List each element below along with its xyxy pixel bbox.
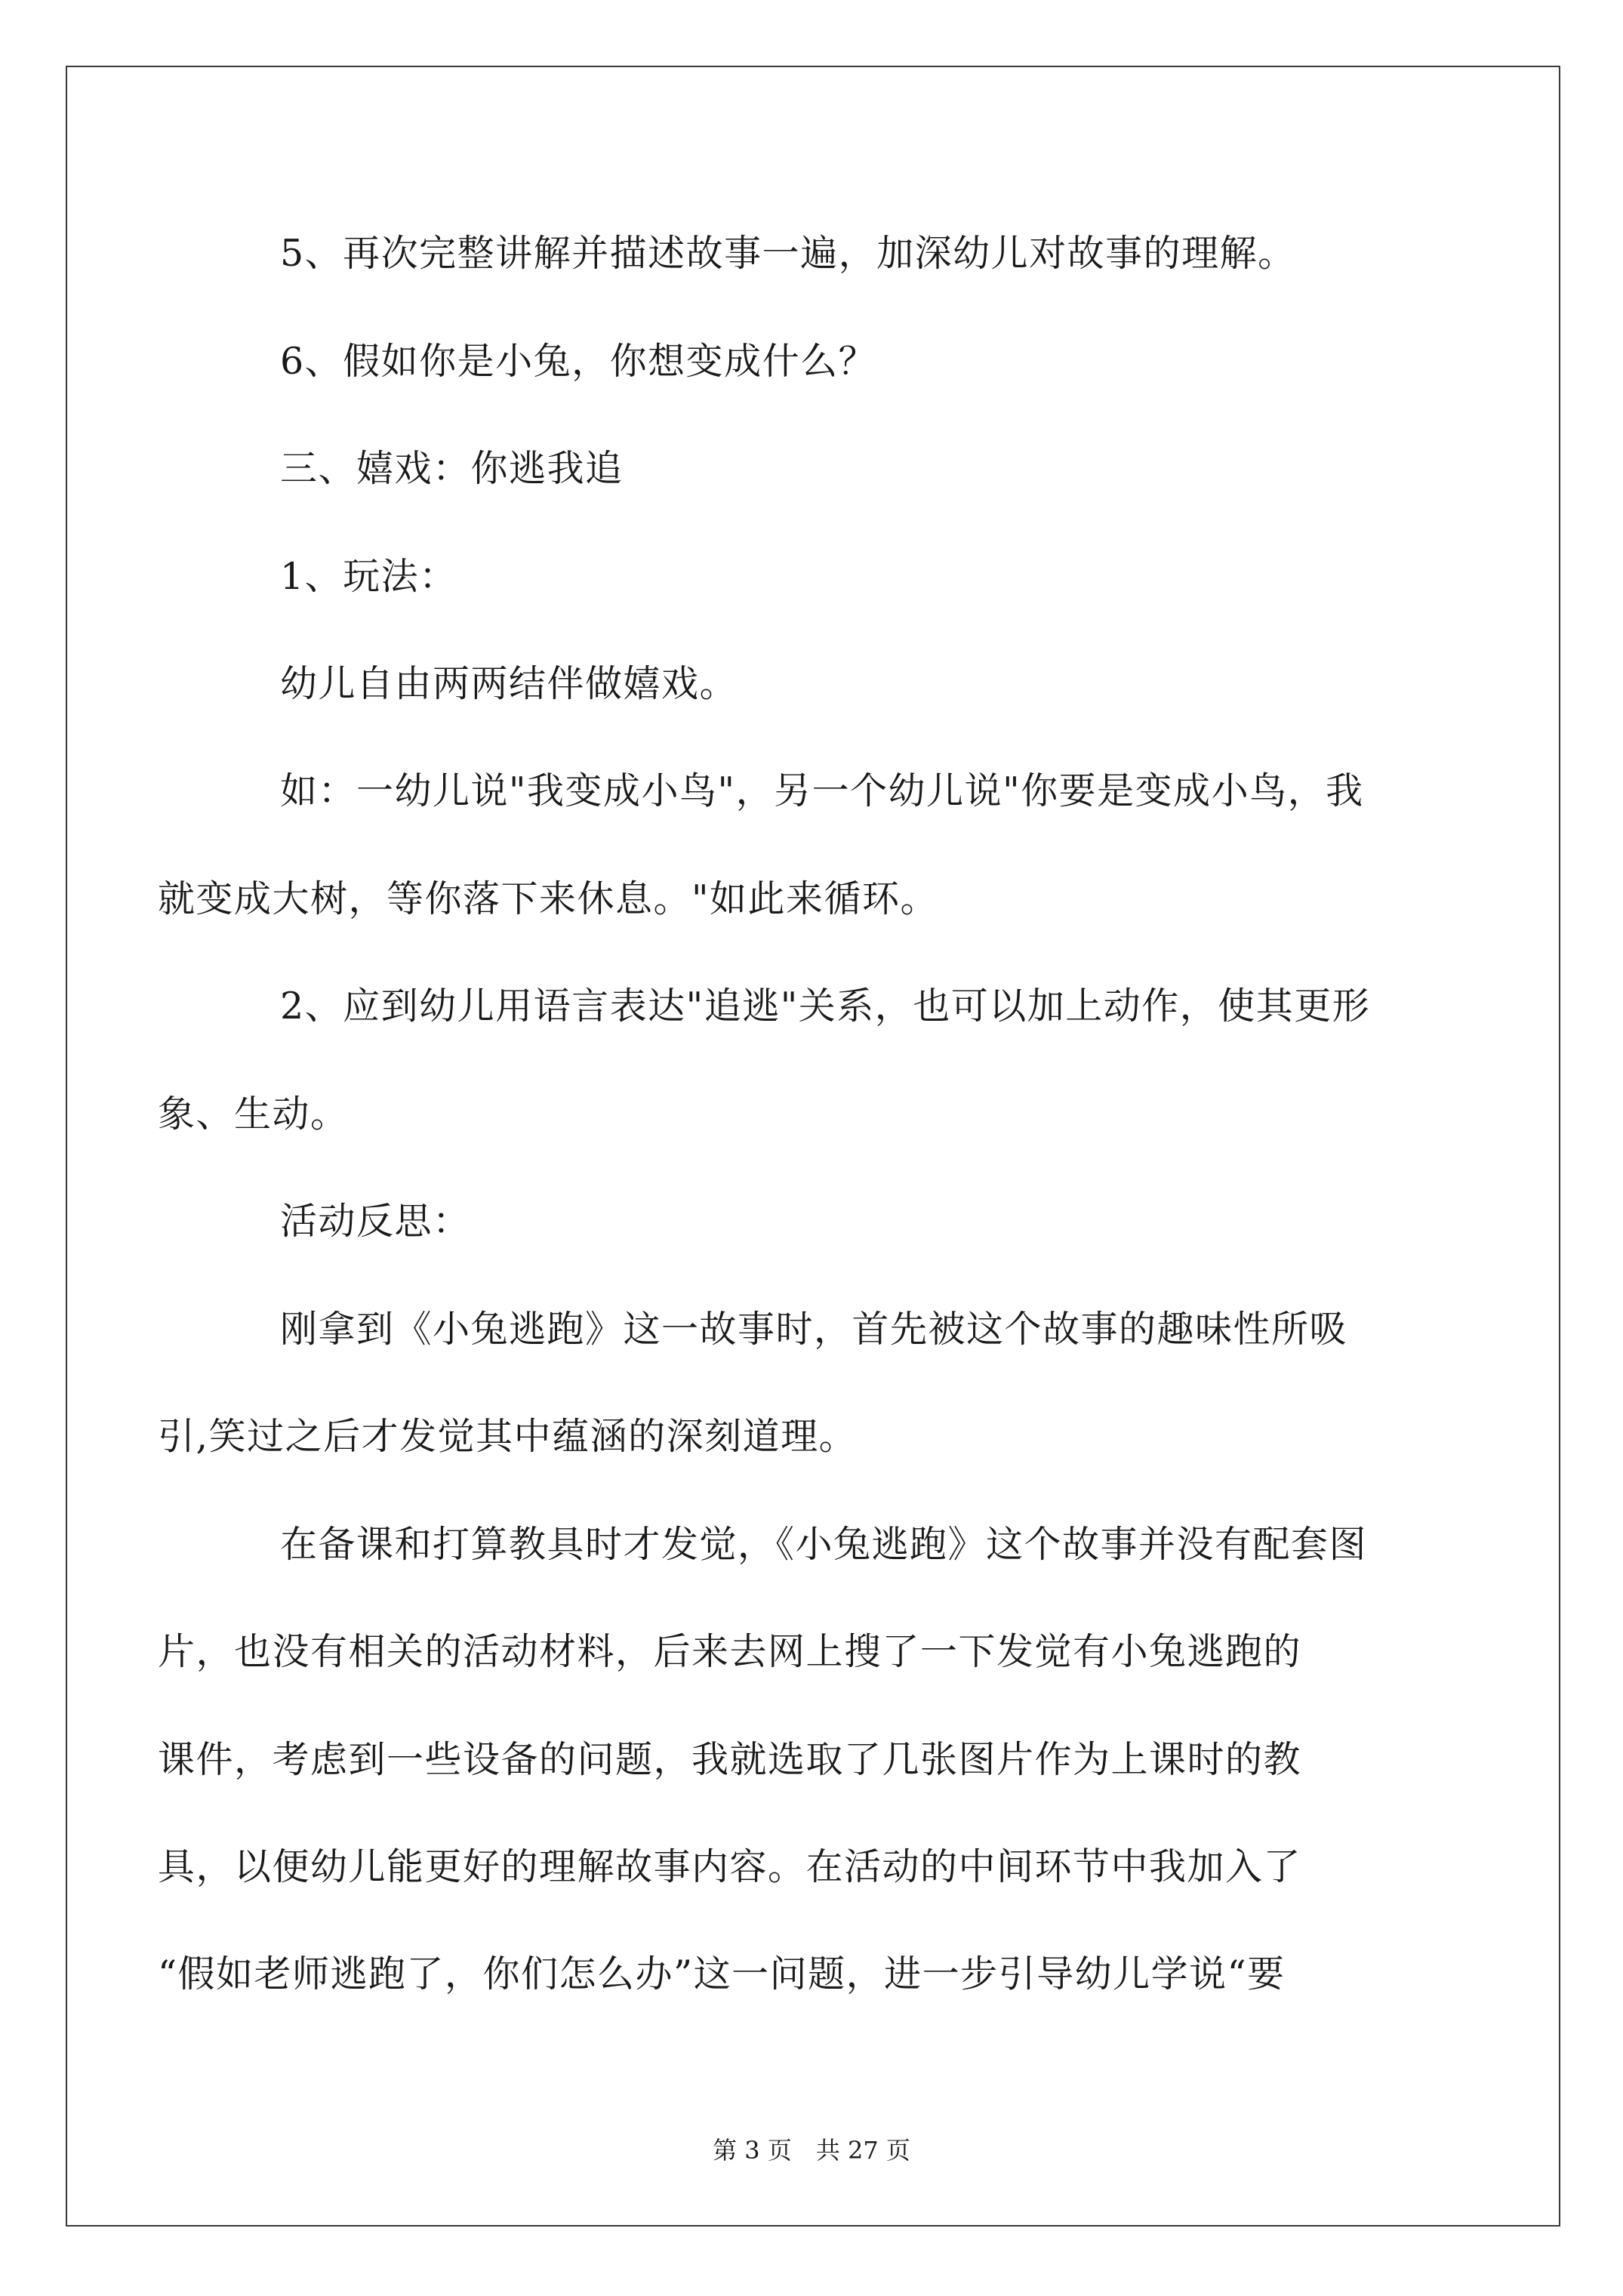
- paragraph-line: “假如老师逃跑了，你们怎么办”这一问题，进一步引导幼儿学说“要: [158, 1952, 1286, 1996]
- paragraph-line: 课件，考虑到一些设备的问题，我就选取了几张图片作为上课时的教: [158, 1738, 1302, 1781]
- paragraph-line: 在备课和打算教具时才发觉，《小兔逃跑》这个故事并没有配套图: [280, 1523, 1368, 1566]
- section-heading: 活动反思：: [280, 1200, 471, 1243]
- paragraph-line: 具，以便幼儿能更好的理解故事内容。在活动的中间环节中我加入了: [158, 1845, 1302, 1888]
- page-number: 第 3 页 共 27 页: [713, 2136, 910, 2165]
- page-border: [66, 66, 1560, 2227]
- section-heading: 三、嬉戏：你逃我追: [280, 447, 624, 490]
- paragraph-line: 5、再次完整讲解并描述故事一遍，加深幼儿对故事的理解。: [280, 232, 1296, 275]
- paragraph-line: 2、应到幼儿用语言表达"追逃"关系，也可以加上动作，使其更形: [280, 985, 1371, 1028]
- paragraph-line: 1、玩法：: [280, 555, 457, 598]
- paragraph-line: 引,笑过之后才发觉其中蕴涵的深刻道理。: [158, 1415, 858, 1458]
- paragraph-line: 6、假如你是小兔，你想变成什么？: [280, 340, 877, 383]
- paragraph-line: 就变成大树，等你落下来休息。"如此来循环。: [158, 877, 939, 920]
- paragraph-line: 幼儿自由两两结伴做嬉戏。: [280, 662, 738, 705]
- paragraph-line: 如：一幼儿说"我变成小鸟"，另一个幼儿说"你要是变成小鸟，我: [280, 769, 1364, 812]
- paragraph-line: 片，也没有相关的活动材料，后来去网上搜了一下发觉有小兔逃跑的: [158, 1630, 1302, 1673]
- paragraph-line: 刚拿到《小兔逃跑》这一故事时，首先被这个故事的趣味性所吸: [280, 1308, 1348, 1351]
- paragraph-line: 象、生动。: [158, 1093, 349, 1136]
